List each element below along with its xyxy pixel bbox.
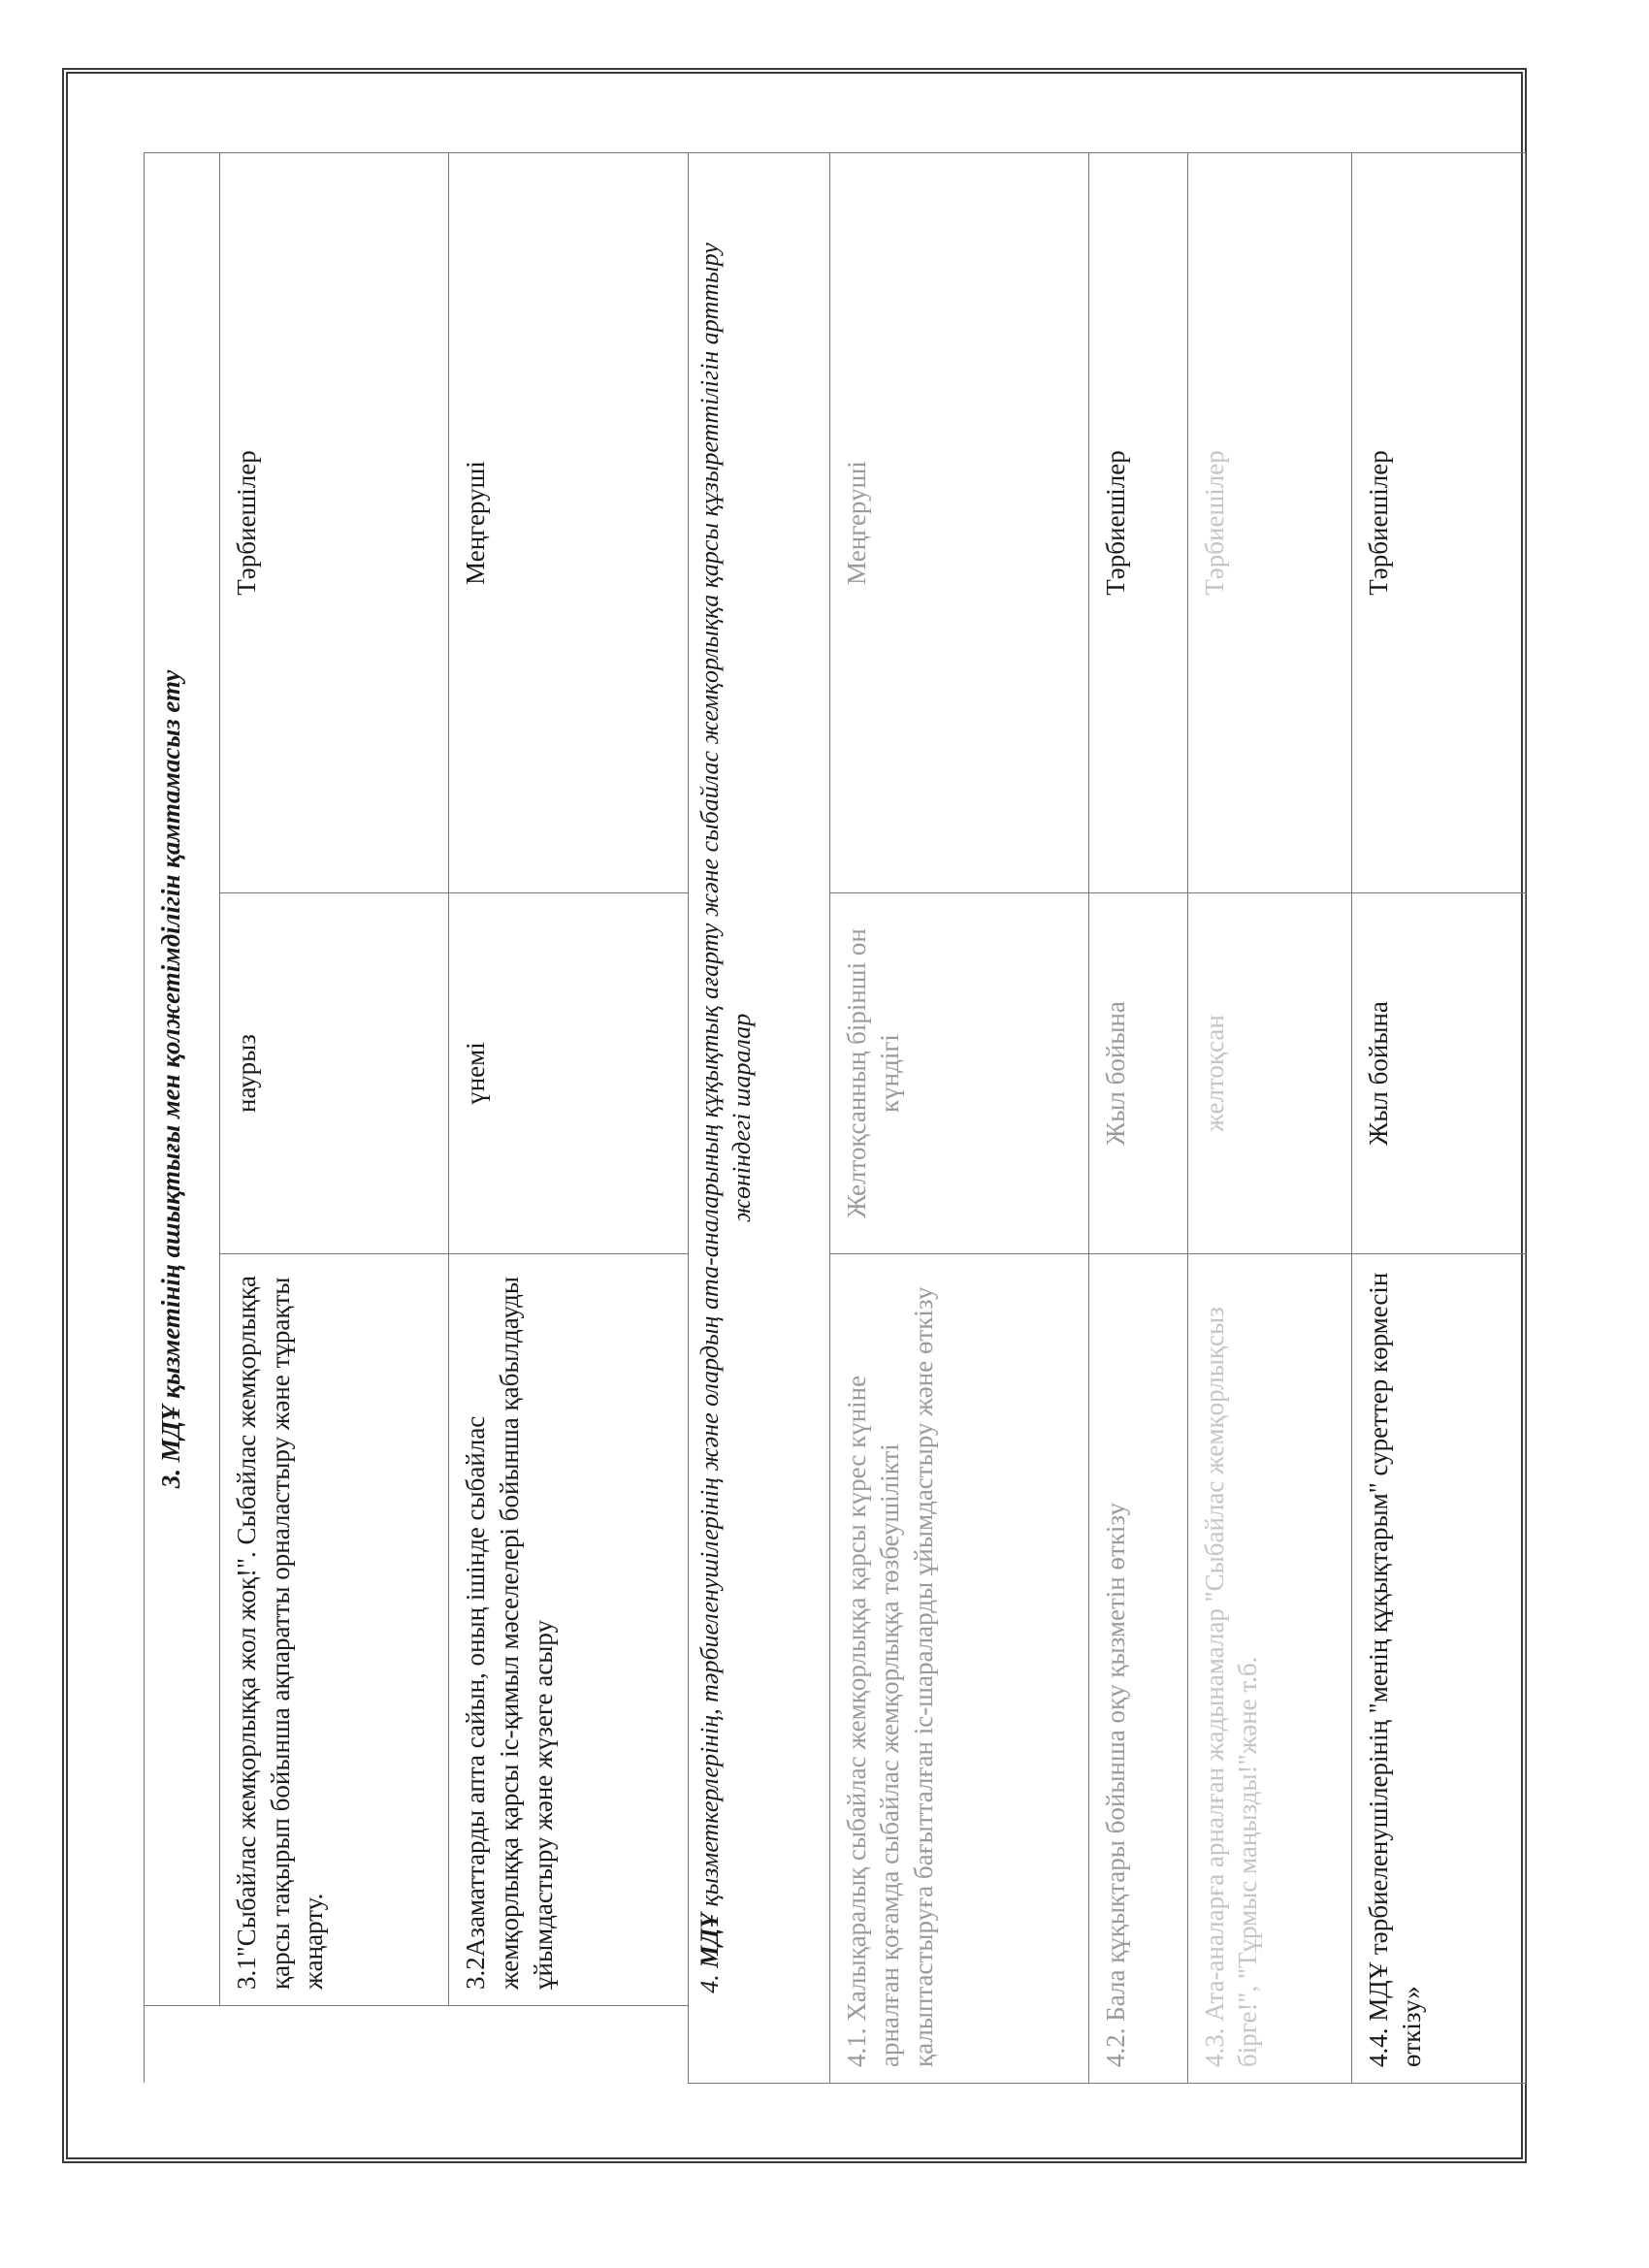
table-row [1089,152,1187,2083]
item-cell: 3.2Азаматтарды апта сайын, оның ішінде сыбайлас жемқорлыққа қарсы іс-қимыл мәселелері бойынша қабылдауды ұйымдастыру және жүзеге асыру [449,1254,689,2006]
responsible-cell: Тәрбиешілер [219,152,448,892]
responsible-cell: Меңгеруші [449,152,689,892]
deadline-cell: наурыз [219,893,448,1254]
deadline-cell: Жыл бойына [1089,893,1187,1254]
table-row [219,152,448,2083]
responsible-cell: Меңгеруші [829,152,1089,892]
responsible-cell: Тәрбиешілер [1089,152,1187,892]
table-row [449,152,689,2083]
left-gutter [145,2006,689,2084]
table-row [829,152,1089,2083]
table-row [1351,152,1525,2083]
item-cell: 4.4. МДҰ тәрбиеленушілерінің "менің құқықтарым" суреттер көрмесін өткізу» [1351,1254,1525,2084]
deadline-cell: Желтоқсанның бірінші он күндігі [829,893,1089,1254]
responsible-cell: Тәрбиешілер [1187,152,1351,892]
responsible-cell: Тәрбиешілер [1351,152,1525,892]
item-cell: 4.3. Ата-аналарға арналған жадынамалар "Сыбайлас жемқорлықсыз бірге!", "Тұрмыс маңызды!"және т.б. [1187,1254,1351,2084]
section-4-heading: 4. МДҰ қызметкерлерінің, тәрбиеленушілерінің және олардың ата-аналарының құқықтық ағарту және сыбайлас жемқорлыққа қарсы құзыреттілігін арттыру жөніндегі шаралар [689,152,830,2083]
item-cell: 4.2. Бала құқықтары бойынша оқу қызметін өткізу [1089,1254,1187,2084]
section-3-heading: 3. МДҰ қызметінің ашықтығы мен қолжетімділігін қамтамасыз ету [145,152,220,2005]
plan-table [144,152,1526,2084]
deadline-cell: Жыл бойына [1351,893,1525,1254]
rotated-page [144,153,1526,2084]
deadline-cell: желтоқсан [1187,893,1351,1254]
item-cell: 3.1"Сыбайлас жемқорлыққа жол жоқ!". Сыбайлас жемқорлыққа қарсы тақырып бойынша ақпаратты орналастыру және тұрақты жаңарту. [219,1254,448,2006]
deadline-cell: үнемі [449,893,689,1254]
item-cell: 4.1. Халықаралық сыбайлас жемқорлыққа қарсы күрес күніне арналған қоғамда сыбайлас жемқорлыққа төзбеушілікті қалыптастыруға бағытталған іс-шараларды ұйымдастыру және өткізу [829,1254,1089,2084]
table-row [1187,152,1351,2083]
